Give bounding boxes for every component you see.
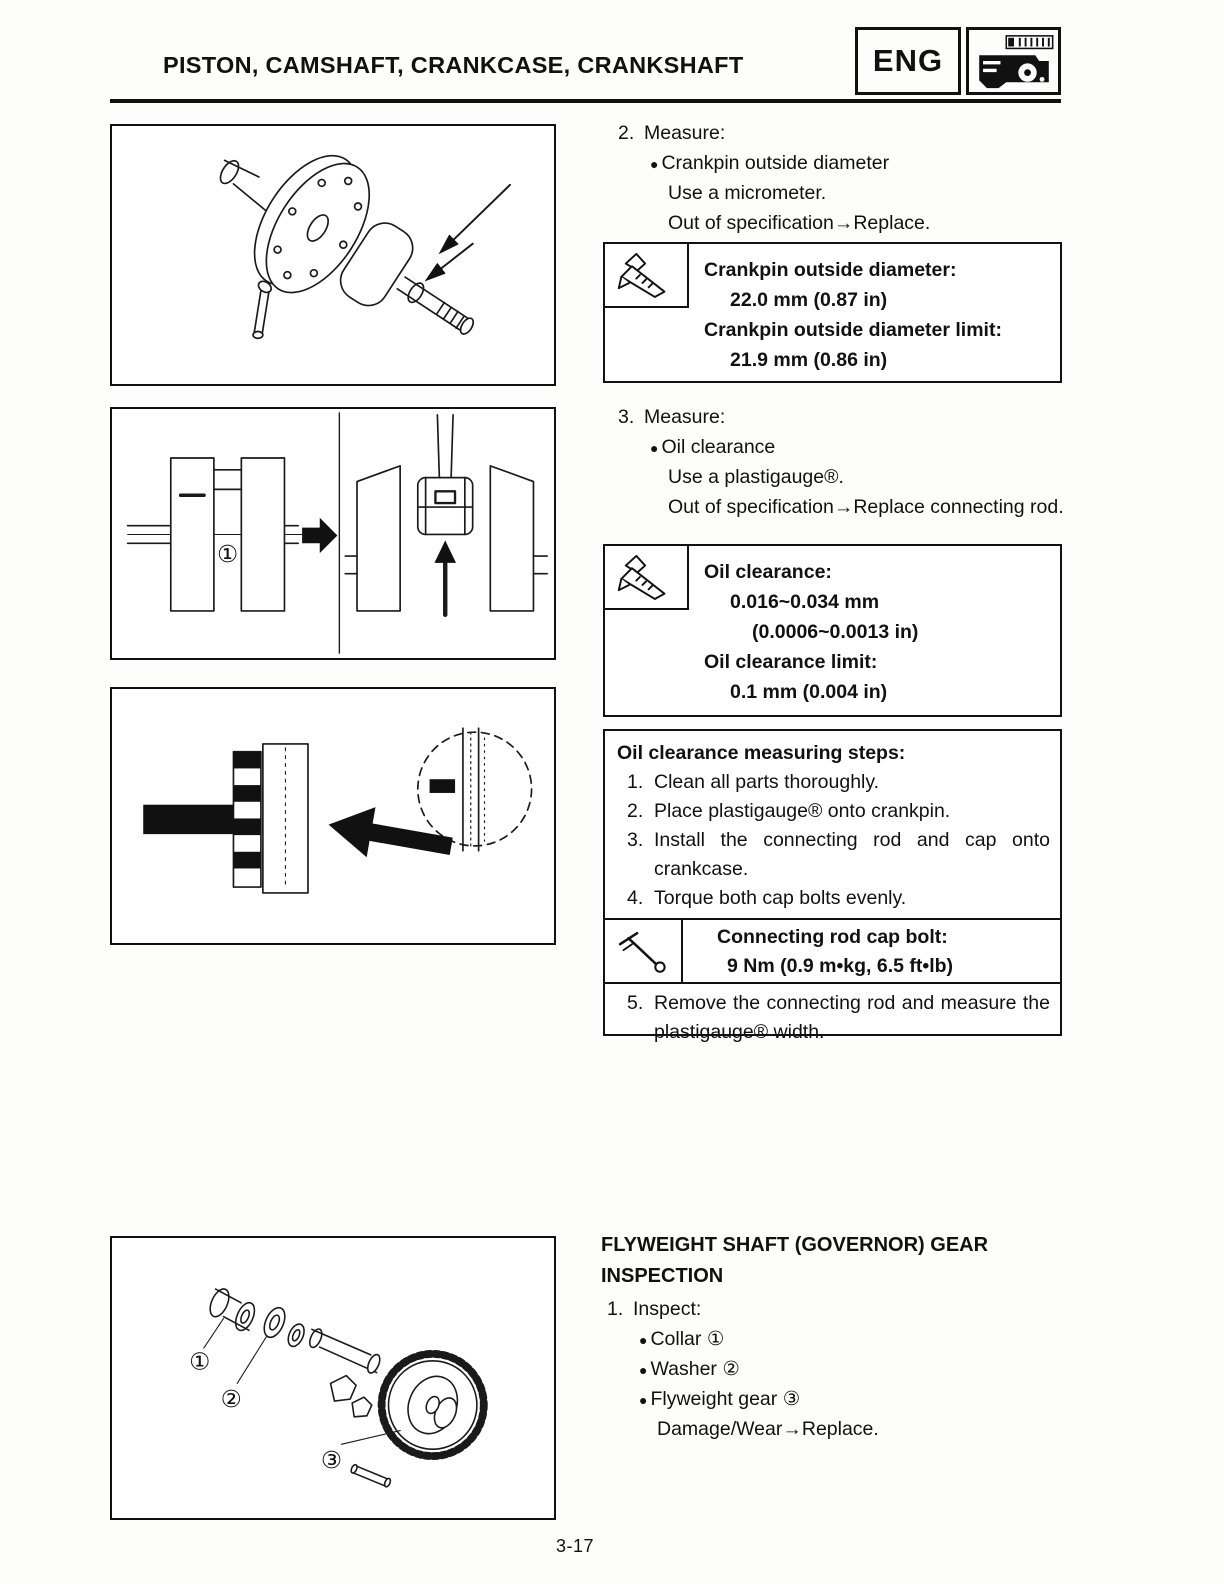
crankpin-measure-drawing	[112, 409, 553, 657]
caliper-icon	[605, 244, 689, 308]
figure4-part-label-collar: ①	[189, 1348, 211, 1375]
instruction-line: Out of specification→Replace connecting rod.	[668, 496, 1064, 518]
step-number: 1.	[607, 1298, 624, 1320]
section-measure-crankpin	[612, 118, 1064, 238]
step-number: 3.	[618, 406, 635, 428]
bullet-item	[601, 1354, 1053, 1384]
instruction-line: Use a micrometer.	[668, 182, 827, 204]
step-item-number: 3.	[627, 829, 644, 851]
step-item-number: 4.	[627, 887, 644, 909]
spec-value: 22.0 mm (0.87 in)	[730, 289, 888, 311]
step-item-text: Clean all parts thoroughly.	[654, 771, 880, 793]
bullet-text: ● Collar ①	[650, 1328, 725, 1350]
section-heading: FLYWEIGHT SHAFT (GOVERNOR) GEAR INSPECTION	[601, 1234, 989, 1287]
bullet-item	[601, 1324, 1053, 1354]
bullet-item	[612, 148, 1064, 178]
instruction-line: Use a plastigauge®.	[668, 466, 844, 488]
bullet-text: ● Flyweight gear ③	[650, 1388, 801, 1410]
step-heading	[612, 402, 1064, 432]
figure2-part-label: ①	[217, 540, 239, 567]
section-measure-oil-clearance	[612, 402, 1064, 522]
torque-label: Connecting rod cap bolt:	[717, 926, 948, 948]
flyweight-gear-drawing	[112, 1238, 553, 1517]
step-heading	[601, 1294, 1053, 1324]
step-label: Measure:	[644, 406, 726, 428]
figure-plastigauge	[110, 687, 556, 945]
torque-wrench-icon	[605, 920, 683, 982]
step-item-number: 5.	[627, 992, 644, 1014]
step-item-text: Place plastigauge® onto crankpin.	[654, 800, 951, 822]
bullet-text: ● Washer ②	[650, 1358, 740, 1380]
bullet-text: ● Crankpin outside diameter	[661, 152, 890, 174]
step-label: Inspect:	[633, 1298, 702, 1320]
spec-value: 0.1 mm (0.004 in)	[730, 681, 888, 703]
steps-title: Oil clearance measuring steps:	[617, 742, 906, 764]
eng-label: ENG	[872, 43, 944, 78]
spec-label: Crankpin outside diameter:	[704, 259, 957, 281]
step-item	[605, 884, 1060, 913]
step-item-text: Torque both cap bolts evenly.	[654, 887, 907, 909]
step-item	[605, 826, 1060, 884]
step-item	[605, 768, 1060, 797]
spec-label: Oil clearance limit:	[704, 651, 878, 673]
figure4-part-label-gear: ③	[320, 1446, 343, 1473]
bullet-item	[601, 1384, 1053, 1414]
step-item	[605, 797, 1060, 826]
step-number: 2.	[618, 122, 635, 144]
instruction-line: Damage/Wear→Replace.	[657, 1418, 879, 1440]
spec-value: (0.0006~0.0013 in)	[752, 621, 919, 643]
engine-icon-box	[966, 27, 1061, 95]
figure4-part-label-washer: ②	[220, 1385, 242, 1412]
engine-icon	[971, 32, 1057, 90]
step-item	[605, 989, 1060, 1047]
section-flyweight-inspection	[601, 1230, 1053, 1444]
oil-clearance-steps-box	[603, 729, 1062, 1043]
step-item-text: Install the connecting rod and cap onto crankcase.	[654, 829, 1050, 880]
eng-label-box	[855, 27, 961, 95]
step-item-number: 1.	[627, 771, 644, 793]
figure-crankshaft	[110, 124, 556, 386]
page-number: 3-17	[555, 1536, 595, 1556]
spec-box-crankpin	[603, 242, 1062, 383]
spec-value: 21.9 mm (0.86 in)	[730, 349, 888, 371]
crankshaft-drawing	[112, 126, 553, 383]
spec-label: Oil clearance:	[704, 561, 832, 583]
figure-flyweight-gear	[110, 1236, 556, 1520]
torque-spec-text	[683, 920, 953, 982]
torque-spec-box	[605, 918, 1060, 984]
bullet-item	[612, 432, 1064, 462]
page-title: PISTON, CAMSHAFT, CRANKCASE, CRANKSHAFT	[163, 52, 744, 78]
caliper-icon	[605, 546, 689, 610]
spec-label: Crankpin outside diameter limit:	[704, 319, 1002, 341]
bullet-text: ● Oil clearance	[661, 436, 776, 458]
spec-value: 0.016~0.034 mm	[730, 591, 880, 613]
torque-value: 9 Nm (0.9 m•kg, 6.5 ft•lb)	[727, 955, 954, 977]
plastigauge-drawing	[112, 689, 553, 942]
figure-crankpin-measure	[110, 407, 556, 660]
step-label: Measure:	[644, 122, 726, 144]
step-heading	[612, 118, 1064, 148]
spec-box-oil-clearance	[603, 544, 1062, 717]
step-item-text: Remove the connecting rod and measure the plastigauge® width.	[654, 992, 1050, 1043]
instruction-line: Out of specification→Replace.	[668, 212, 931, 234]
header-divider	[110, 99, 1061, 103]
step-item-number: 2.	[627, 800, 644, 822]
